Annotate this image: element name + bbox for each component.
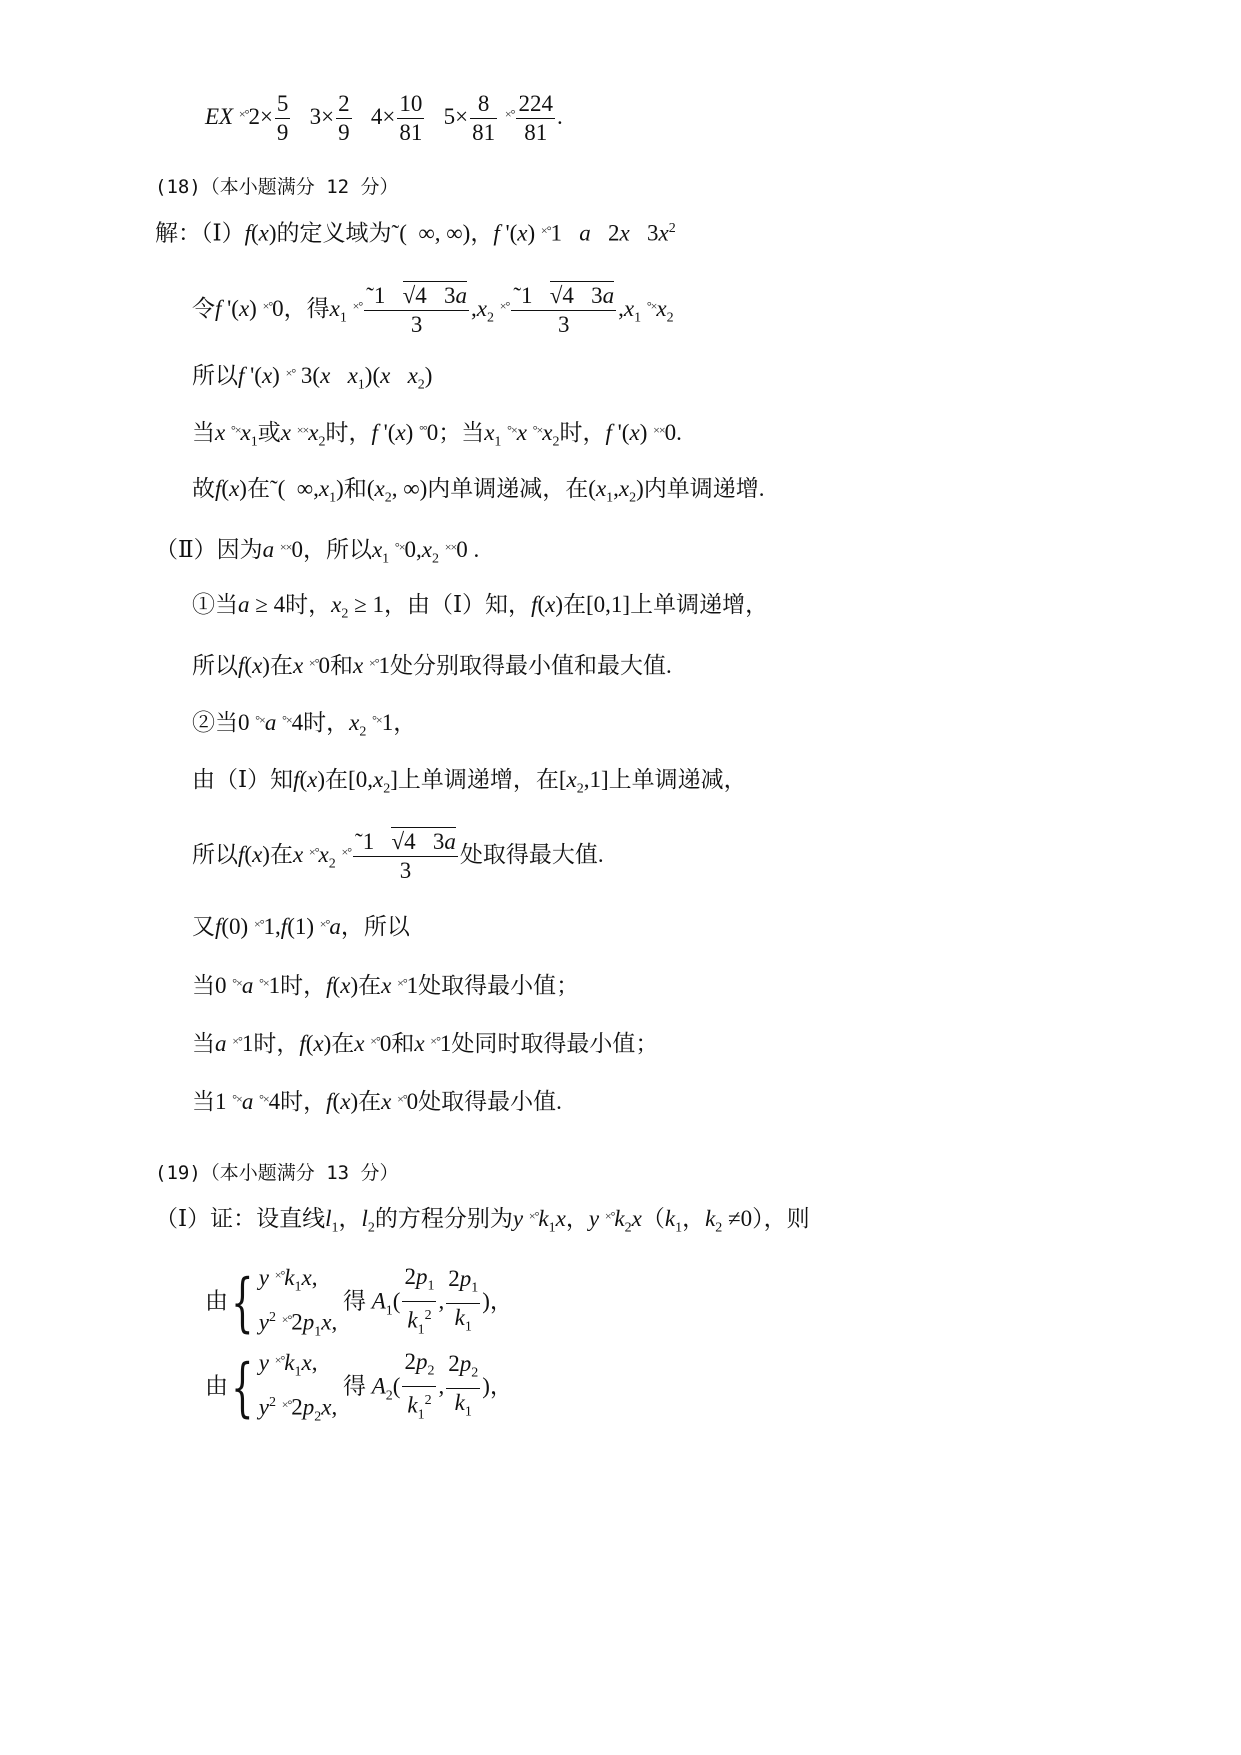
solution-18-line-15: 当1 °×a °×4时，f(x)在x ×°0处取得最小值. [192,1089,562,1114]
text: 所以 [192,841,238,867]
text: 由 [205,1373,228,1399]
text: 内单调递减，在 [427,476,589,501]
text: 在 [358,973,382,998]
text: 解：（Ⅰ） [155,220,245,246]
fraction [516,90,555,147]
section-19-heading: (19)（本小题满分 13 分） [155,1162,399,1184]
frac-num: 2 [336,90,352,119]
text: 在 [331,1031,355,1056]
frac-den: 9 [338,120,350,145]
brace: { [231,1266,254,1341]
fraction: $\frac{2p_1}{k_1}$ [448,1266,479,1335]
text: ，由（Ⅰ）知， [383,592,532,617]
text: 当 [192,420,215,445]
solution-18-line-12: 又f(0) ×°1,f(1) ×°a，所以 [192,914,410,939]
text: （Ⅰ）证：设直线 [155,1206,326,1231]
frac-num: 5 [275,90,291,119]
text: 得 [342,1373,366,1399]
text: 由（Ⅰ）知 [192,767,294,792]
solution-18-line-1: 解：（Ⅰ）f(x)的定义域为˜( ∞, ∞)，f '(x) ×°1 a 2x $3x^2$ [155,220,676,246]
text: 在 [358,1089,382,1114]
frac-num: 8 [470,90,497,119]
text: 时， [253,1031,300,1056]
text: 得 [342,1288,366,1314]
text: 又 [192,914,215,939]
text: 当 [192,1031,215,1056]
text: 和 [343,476,367,501]
frac-num: 224 [516,90,555,119]
equation-system: y $^{\times^\circ}k_1x$, $y^2$ $^{\times^\circ}2p_1x$, [258,1265,338,1339]
text: 上单调递减， [608,767,747,792]
equation-system: y $^{\times^\circ}k_1x$, $y^2$ $^{\times^\circ}2p_2x$, [258,1350,338,1424]
text: 得 [306,295,330,321]
fraction: $\frac{2p_2}{k_1^2}$ [404,1349,435,1422]
text: 时， [559,420,606,445]
fraction: $\frac{˜1 √4 3a}{3}$ [355,829,456,883]
text: 时， [303,710,350,735]
fraction [470,90,497,147]
text: 处同时取得最小值； [451,1031,659,1056]
text: 处取得最小值； [418,973,580,998]
text: 故 [192,476,215,501]
text: ，所以 [302,537,372,562]
text: 在 [563,592,587,617]
text: 在 [269,653,293,678]
text: 时， [285,592,332,617]
fraction [397,90,424,147]
frac-num: 10 [397,90,424,119]
solution-18-line-10: 由（Ⅰ）知f(x)在$[0,x_2]$上单调递增，在$[x_2,1]$上单调递减， [192,767,747,797]
fraction: $\frac{˜1 √4 3a}{3}$ [513,283,615,337]
solution-18-line-13: 当0 °×a °×1时，f(x)在x ×°1处取得最小值； [192,973,580,998]
text: 内单调递增. [643,476,765,501]
section-18-heading: (18)（本小题满分 12 分） [155,176,399,198]
text: 令 [192,295,215,321]
text: 在 [246,476,270,501]
text: 在 [325,767,349,792]
ex-label: EX [205,103,234,129]
text: 在 [269,841,293,867]
text: ；当 [438,420,485,445]
text: 所以 [192,653,238,678]
fraction: $\frac{2p_2}{k_1}$ [448,1351,479,1420]
text: 和 [330,653,353,678]
text: ②当 [192,710,238,735]
text: 时， [280,973,327,998]
text: 时， [280,1089,327,1114]
text: ①当 [192,592,238,617]
text: 处分别取得最小值和最大值. [390,653,672,678]
text: （Ⅱ）因为 [155,537,263,562]
text: 的定义域为 [276,220,392,246]
solution-18-line-6: （Ⅱ）因为a ××0，所以$x_1$ $^{^\circ\times}0,x_2$ ××0 . [155,537,480,567]
text: 时， [325,420,372,445]
frac-den: 81 [524,120,548,145]
solution-18-line-3: 所以f '(x) ×° 3(x $x_1)(x$ $x_2$) [192,363,433,393]
text: 所以 [192,363,238,388]
solution-18-line-14: 当a ×°1时，f(x)在x ×°0和x ×°1处同时取得最小值； [192,1031,659,1056]
text: 当 [192,973,215,998]
solution-18-line-5: 故f(x)在˜( $\infty,x_1$)和($x_2$, ∞)内单调递减，在$(x_1,x_2)$内单调递增. [192,476,765,506]
fraction: $\frac{˜1 √4 3a}{3}$ [366,283,468,337]
text: 或 [257,420,281,445]
frac-den: 81 [472,120,496,145]
solution-18-line-9: ②当0 °×a °×4时，$x_2$ °×1， [192,710,417,740]
frac-den: 9 [276,120,289,145]
solution-18-line-11: 所以f(x)在x $^{\times^\circ}x_2$ ×° $\frac{˜1 √4 3a}{3}$ 处取得最大值. [192,829,604,883]
fraction [336,90,352,147]
fraction [275,90,291,147]
text: 由 [205,1288,228,1314]
text: 处取得最大值. [459,841,604,867]
brace: { [231,1351,254,1426]
solution-18-line-4: 当x $^{^\circ\times}x_1$或x $^{\times\times}x_2$时，f '(x) °°0；当$x_1$ °×x $^{^\circ\times}x_2$时，f '(x) ××0. [192,420,682,450]
text: 上单调递增，在 [397,767,559,792]
solution-18-line-2: 令f '(x) ×°0，得$x_1$ ×° $\frac{˜1 √4 3a}{3}$ $,x_2$ ×° $\frac{˜1 √4 3a}{3}$ $,x_1$ $^{^\circ\times}x_2$ [192,283,674,337]
fraction: $\frac{2p_1}{k_1^2}$ [404,1264,435,1337]
text: 的方程分别为 [374,1206,513,1231]
text: ，则 [763,1206,810,1231]
solution-18-line-8: 所以f(x)在x ×°0和x ×°1处分别取得最小值和最大值. [192,653,672,678]
solution-19-line-3: 由{ y $^{\times^\circ}k_1x$, $y^2$ $^{\times^\circ}2p_2x$, 得 $A_2$( $\frac{2p_2}{k_1^2}$ , $\frac{2p_2}{k_1}$ )， [205,1345,513,1415]
text: 当 [192,1089,215,1114]
text: 处取得最小值. [418,1089,562,1114]
text: 和 [391,1031,415,1056]
expectation-line: EX ×°2× $\frac{5}{9}$ 3× $\frac{2}{9}$ 4× $\frac{10}{81}$ 5× $\frac{8}{81}$ ×° $\frac{224}{81}$ . [205,91,563,145]
text: 上单调递增， [630,592,769,617]
frac-den: 81 [399,120,423,145]
text: ，所以 [340,914,410,939]
solution-18-line-7: ①当a ≥ 4时，$x_2 \ge 1$，由（Ⅰ）知，f(x)在[0,1]上单调递增， [192,592,769,622]
solution-19-line-2: 由{ y $^{\times^\circ}k_1x$, $y^2$ $^{\times^\circ}2p_1x$, 得 $A_1$( $\frac{2p_1}{k_1^2}$ , $\frac{2p_1}{k_1}$ )， [205,1260,513,1330]
solution-19-line-1: （Ⅰ）证：设直线$l_1$，$l_2$的方程分别为y $^{\times^\circ}k_1x$，y $^{\times^\circ}k_2x(k_1$，$k_2 \ne 0$），则 [155,1206,810,1236]
